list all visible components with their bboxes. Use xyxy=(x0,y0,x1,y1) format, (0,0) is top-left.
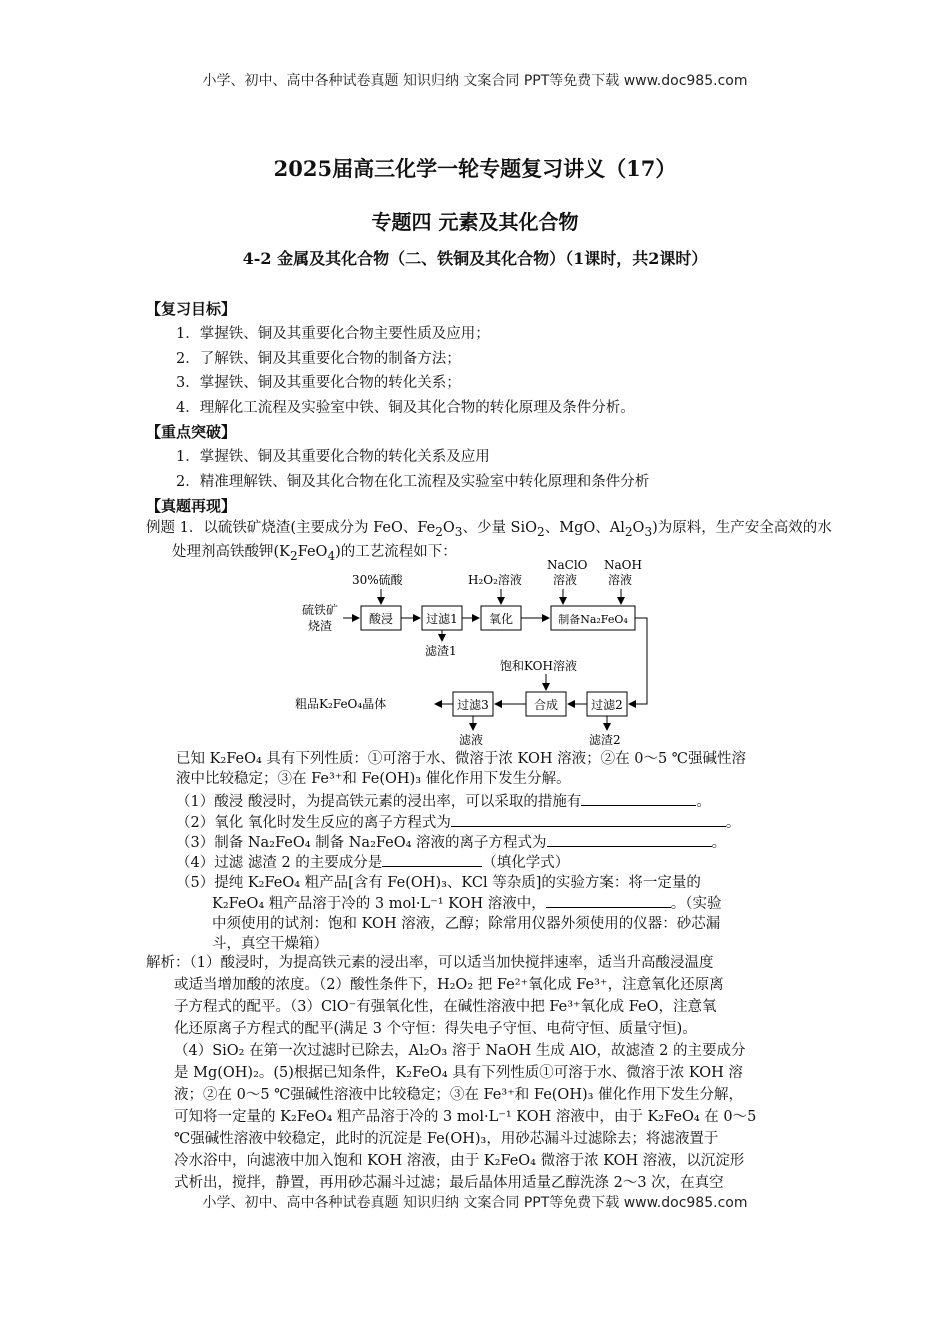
filter1-box: 过滤1 xyxy=(426,612,458,626)
key-points-heading: 【重点突破】 xyxy=(146,423,237,441)
document-title: 2025届高三化学一轮专题复习讲义（17） xyxy=(273,156,677,181)
lesson-title: 4-2 金属及其化合物（二、铁铜及其化合物）（1课时，共2课时） xyxy=(242,249,708,268)
goal-item: 4．理解化工流程及实验室中铁、铜及其化合物的转化原理及条件分析。 xyxy=(176,400,635,416)
answer-blank[interactable] xyxy=(382,852,482,867)
review-goals-heading: 【复习目标】 xyxy=(146,300,237,318)
answer-blank[interactable] xyxy=(451,812,726,827)
raw-material-label: 烧渣 xyxy=(308,619,333,633)
filter2-box: 过滤2 xyxy=(591,698,623,712)
answer-blank[interactable] xyxy=(546,893,671,908)
example-intro: 例题 1．以硫铁矿烧渣(主要成分为 FeO、$Fe_2O_3$、少量 SiO$_2$、MgO、$Al_2O_3$)为原料，生产安全高效的水处理剂高铁酸钾$(K_2FeO_4)$的工艺流程如下： xyxy=(146,520,832,563)
oxidize-box: 氧化 xyxy=(488,612,514,626)
prepare-box: 制备Na₂FeO₄ xyxy=(558,613,628,626)
naclo-label: 溶液 xyxy=(553,573,578,587)
key-point-item: 2．精准理解铁、铜及其化合物在化工流程及实验室中转化原理和条件分析 xyxy=(176,474,650,490)
koh-label: 饱和KOH溶液 xyxy=(500,659,577,673)
answer-blank[interactable] xyxy=(581,791,696,806)
key-point-item: 1．掌握铁、铜及其重要化合物的转化关系及应用 xyxy=(176,449,490,465)
known-properties: 已知 K₂FeO₄ 具有下列性质：①可溶于水、微溶于浓 KOH 溶液；②在 0～5 ℃强碱性溶 液中比较稳定；③在 Fe³⁺和 Fe(OH)₃ 催化作用下发生分解。 xyxy=(176,751,746,787)
question-5: （5）提纯 K₂FeO₄ 粗产品[含有 Fe(OH)₃、KCl 等杂质]的实验方案：将一定量的 K₂FeO₄ 粗产品溶于冷的 3 mol·L⁻¹ KOH 溶液中， 。（实验 中须使用的试剂：饱和 KOH 溶液，乙醇；除常用仪器外须使用的仪器：砂芯漏 斗，真空干燥箱） xyxy=(176,875,722,952)
question-3: （3）制备 Na₂FeO₄ 制备 Na₂FeO₄ 溶液的离子方程式为 。 xyxy=(176,832,806,853)
answer-blank[interactable] xyxy=(547,832,712,847)
goal-item: 2．了解铁、铜及其重要化合物的制备方法； xyxy=(176,351,461,367)
filtrate-label: 滤液 xyxy=(459,733,484,747)
page-header: 小学、初中、高中各种试卷真题 知识归纳 文案合同 PPT等免费下载 www.doc985.com xyxy=(202,73,748,89)
synth-box: 合成 xyxy=(533,698,559,712)
residue1-label: 滤渣1 xyxy=(425,644,457,658)
question-4: （4）过滤 滤渣 2 的主要成分是 （填化学式） xyxy=(176,852,806,873)
question-1: （1）酸浸 酸浸时，为提高铁元素的浸出率，可以采取的措施有 。 xyxy=(176,791,806,812)
acid-leach-box: 酸浸 xyxy=(368,612,394,626)
filter3-box: 过滤3 xyxy=(457,698,489,712)
residue2-label: 滤渣2 xyxy=(589,733,621,747)
question-2: （2）氧化 氧化时发生反应的离子方程式为 。 xyxy=(176,812,806,833)
goal-item: 3．掌握铁、铜及其重要化合物的转化关系； xyxy=(176,375,461,391)
topic-title: 专题四 元素及其化合物 xyxy=(371,210,579,234)
product-label: 粗品K₂FeO₄晶体 xyxy=(295,697,387,711)
naclo-label: NaClO xyxy=(547,558,588,572)
analysis-paragraph: 解析：（1）酸浸时，为提高铁元素的浸出率，可以适当加快搅拌速率，适当升高酸浸温度 或适当增加酸的浓度。（2）酸性条件下，H₂O₂ 把 Fe²⁺氧化成 Fe³⁺，注意氧化还原离 子方程式的配平。（3）ClO⁻有强氧化性，在碱性溶液中把 Fe³⁺氧化成 FeO，注意氧 化还原离子方程式的配平(满足 3 个守恒：得失电子守恒、电荷守恒、质量守恒)。 （4）SiO₂ 在第一次过滤时已除去，Al₂O₃ 溶于 NaOH 生成 AlO，故滤渣 2 的主要成分 是 Mg(OH)₂。(5)根据已知条件，K₂FeO₄ 具有下列性质①可溶于水、微溶于浓 KOH 溶 液；②在 0～5 ℃强碱性溶液中比较稳定；③在 Fe³⁺和 Fe(OH)₃ 催化作用下发生分解， 可知将一定量的 K₂FeO₄ 粗产品溶于冷的 3 mol·L⁻¹ KOH 溶液中，由于 K₂FeO₄ 在 0～5 ℃强碱性溶液中较稳定，此时的沉淀是 Fe(OH)₃，用砂芯漏斗过滤除去；将滤液置于 冷水浴中，向滤液中加入饱和 KOH 溶液，由于 K₂FeO₄ 微溶于浓 KOH 溶液，以沉淀形 式析出，搅拌，静置，再用砂芯漏斗过滤；最后晶体用适量乙醇洗涤 2～3 次，在真空 xyxy=(146,955,757,1191)
raw-material-label: 硫铁矿 xyxy=(302,603,339,617)
acid-label: 30%硫酸 xyxy=(352,573,403,587)
naoh-label: NaOH xyxy=(604,558,642,572)
h2o2-label: H₂O₂溶液 xyxy=(468,573,522,587)
real-exam-heading: 【真题再现】 xyxy=(146,497,237,515)
goal-item: 1．掌握铁、铜及其重要化合物主要性质及应用； xyxy=(176,326,490,342)
process-flow-diagram xyxy=(295,556,660,748)
naoh-label: 溶液 xyxy=(608,573,633,587)
page-footer: 小学、初中、高中各种试卷真题 知识归纳 文案合同 PPT等免费下载 www.doc985.com xyxy=(202,1195,748,1211)
